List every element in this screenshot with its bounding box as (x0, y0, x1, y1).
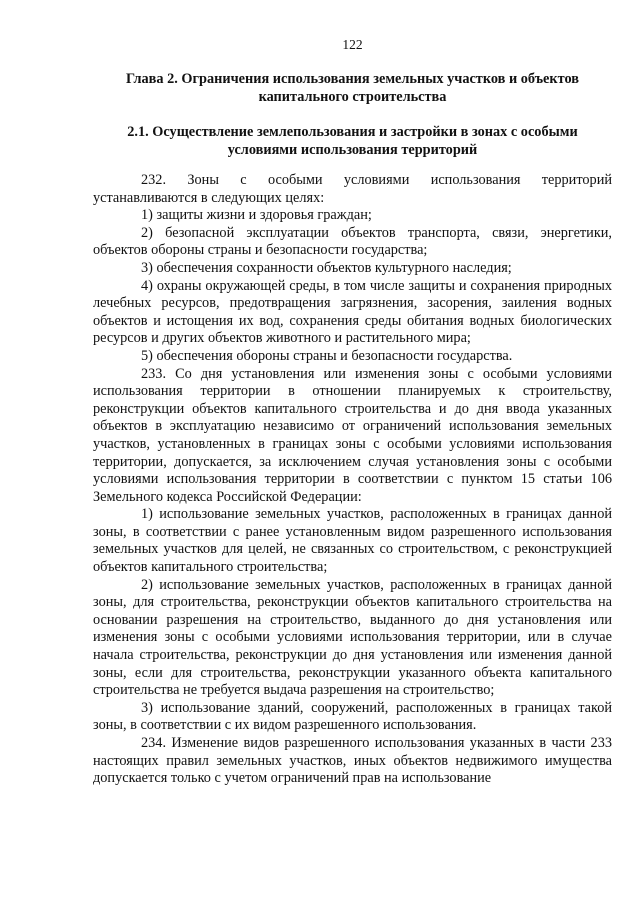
chapter-title: Глава 2. Ограничения использования земельных участков и объектов капитального строительства (125, 71, 579, 105)
paragraph-234: 234. Изменение видов разрешенного использования указанных в части 233 настоящих правил земельных участков, иных объектов недвижимого имущества допускается только с учетом ограничений прав на использование (93, 735, 612, 787)
paragraph-232: 232. Зоны с особыми условиями использования территорий устанавливаются в следующих целях: (93, 172, 612, 206)
list-item-232-5: 5) обеспечения обороны страны и безопасности государства. (141, 347, 513, 364)
list-item-233-1: 1) использование земельных участков, расположенных в границах данной зоны, в соответствии с ранее установленным видом разрешенного использования земельных участков для целей, не связанных со строительством, с реконструкцией объектов капитального строительства; (93, 506, 612, 576)
body-text (93, 172, 612, 788)
paragraph-233: 233. Со дня установления или изменения зоны с особыми условиями использования территории в отношении планируемых к строительству, реконструкции объектов капитального строительства и до дня ввода указанных объектов в эксплуатацию независимо от ограничений использования земельных участков, установленных в границах зоны с особыми условиями использования территории, допускается, за исключением случая установления зоны с особыми условиями использования территории в соответствии с пунктом 15 статьи 106 Земельного кодекса Российской Федерации: (93, 365, 612, 505)
page-number: 122 (342, 37, 363, 52)
list-item-232-2: 2) безопасной эксплуатации объектов транспорта, связи, энергетики, объектов обороны страны и безопасности государства; (93, 224, 612, 259)
list-item-233-3: 3) использование зданий, сооружений, расположенных в границах такой зоны, в соответствии с их видом разрешенного использования. (93, 699, 612, 734)
list-item-233-2: 2) использование земельных участков, расположенных в границах данной зоны, для строительства, реконструкции объектов капитального строительства на основании разрешения на строительство, выданного до дня установления или изменения зоны с особыми условиями использования территории, или в случае начала строительства, реконструкции до дня установления или изменения данной зоны, если для строительства, реконструкции указанного объекта капитального строительства не требуется выдача разрешения на строительство; (93, 576, 612, 699)
list-item-232-4: 4) охраны окружающей среды, в том числе защиты и сохранения природных лечебных ресурсов, предотвращения загрязнения, засорения, заиления водных объектов и истощения их вод, сохранения среды обитания водных биологических ресурсов и других объектов животного и растительного мира; (93, 277, 612, 347)
list-item-232-3: 3) обеспечения сохранности объектов культурного наследия; (141, 259, 512, 276)
list-item-232-1: 1) защиты жизни и здоровья граждан; (141, 207, 372, 224)
section-title: 2.1. Осуществление землепользования и застройки в зонах с особыми условиями использования территорий (127, 124, 578, 158)
